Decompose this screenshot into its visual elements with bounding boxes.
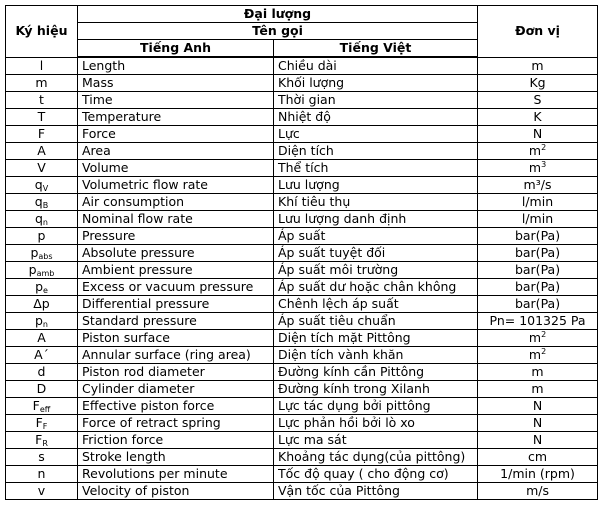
cell-vietnamese: Áp suất dư hoặc chân không <box>274 279 478 296</box>
cell-unit: m <box>478 381 598 398</box>
table-row <box>6 177 598 194</box>
table-row <box>6 75 598 92</box>
cell-vietnamese: Vận tốc của Pittông <box>274 483 478 500</box>
cell-symbol: $p_{amb}$ <box>6 262 78 279</box>
cell-english: Mass <box>78 75 274 92</box>
cell-vietnamese: Đường kính trong Xilanh <box>274 381 478 398</box>
cell-english: Ambient pressure <box>78 262 274 279</box>
table-row <box>6 228 598 245</box>
cell-unit: bar(Pa) <box>478 228 598 245</box>
cell-symbol: T <box>6 109 78 126</box>
table-row <box>6 347 598 364</box>
cell-vietnamese: Lực <box>274 126 478 143</box>
units-table <box>5 5 598 500</box>
cell-english: Piston surface <box>78 330 274 347</box>
table-row <box>6 483 598 500</box>
table-row <box>6 143 598 160</box>
cell-vietnamese: Thời gian <box>274 92 478 109</box>
cell-symbol: d <box>6 364 78 381</box>
cell-unit: m <box>478 57 598 75</box>
cell-vietnamese: Lực phản hồi bởi lò xo <box>274 415 478 432</box>
cell-symbol: $q_B$ <box>6 194 78 211</box>
cell-symbol: p <box>6 228 78 245</box>
table-row <box>6 126 598 143</box>
cell-symbol: n <box>6 466 78 483</box>
cell-english: Cylinder diameter <box>78 381 274 398</box>
table-row <box>6 432 598 449</box>
cell-symbol: A <box>6 143 78 160</box>
cell-english: Force of retract spring <box>78 415 274 432</box>
cell-unit: $m^3$ <box>478 160 598 177</box>
cell-english: Absolute pressure <box>78 245 274 262</box>
cell-vietnamese: Áp suất môi trường <box>274 262 478 279</box>
cell-vietnamese: Lưu lượng <box>274 177 478 194</box>
cell-vietnamese: Áp suất tuyệt đối <box>274 245 478 262</box>
cell-english: Volumetric flow rate <box>78 177 274 194</box>
cell-unit: bar(Pa) <box>478 262 598 279</box>
cell-unit: N <box>478 432 598 449</box>
cell-vietnamese: Thể tích <box>274 160 478 177</box>
table-row <box>6 160 598 177</box>
cell-unit: N <box>478 398 598 415</box>
cell-symbol: A´ <box>6 347 78 364</box>
cell-symbol: $q_V$ <box>6 177 78 194</box>
table-row <box>6 92 598 109</box>
cell-symbol: $p_{abs}$ <box>6 245 78 262</box>
cell-english: Piston rod diameter <box>78 364 274 381</box>
cell-vietnamese: Đường kính cần Pittông <box>274 364 478 381</box>
cell-vietnamese: Nhiệt độ <box>274 109 478 126</box>
cell-unit: l/min <box>478 194 598 211</box>
table-row <box>6 449 598 466</box>
table-row <box>6 57 598 75</box>
cell-vietnamese: Chênh lệch áp suất <box>274 296 478 313</box>
cell-english: Friction force <box>78 432 274 449</box>
cell-vietnamese: Áp suất tiêu chuẩn <box>274 313 478 330</box>
cell-english: Effective piston force <box>78 398 274 415</box>
cell-english: Length <box>78 57 274 75</box>
cell-unit: $m^2$ <box>478 330 598 347</box>
cell-symbol: V <box>6 160 78 177</box>
cell-english: Volume <box>78 160 274 177</box>
cell-unit: $m^2$ <box>478 143 598 160</box>
cell-symbol: $q_n$ <box>6 211 78 228</box>
table-row <box>6 109 598 126</box>
table-row <box>6 262 598 279</box>
cell-english: Standard pressure <box>78 313 274 330</box>
cell-vietnamese: Diện tích <box>274 143 478 160</box>
table-row <box>6 381 598 398</box>
cell-english: Stroke length <box>78 449 274 466</box>
cell-symbol: l <box>6 57 78 75</box>
header-vietnamese: Tiếng Việt <box>274 40 478 58</box>
cell-unit: m³/s <box>478 177 598 194</box>
cell-vietnamese: Khối lượng <box>274 75 478 92</box>
table-row <box>6 466 598 483</box>
cell-symbol: m <box>6 75 78 92</box>
cell-vietnamese: Lực tác dụng bởi pittông <box>274 398 478 415</box>
cell-unit: N <box>478 126 598 143</box>
cell-english: Time <box>78 92 274 109</box>
header-english: Tiếng Anh <box>78 40 274 58</box>
cell-symbol: $p_e$ <box>6 279 78 296</box>
cell-vietnamese: Khoảng tác dụng(của pittông) <box>274 449 478 466</box>
table-row <box>6 398 598 415</box>
cell-unit: m <box>478 364 598 381</box>
cell-vietnamese: Khí tiêu thụ <box>274 194 478 211</box>
table-row <box>6 415 598 432</box>
cell-english: Annular surface (ring area) <box>78 347 274 364</box>
cell-vietnamese: Tốc độ quay ( cho động cơ) <box>274 466 478 483</box>
cell-english: Force <box>78 126 274 143</box>
cell-vietnamese: Áp suất <box>274 228 478 245</box>
cell-unit: l/min <box>478 211 598 228</box>
cell-symbol: s <box>6 449 78 466</box>
cell-unit: Kg <box>478 75 598 92</box>
cell-unit: $m^2$ <box>478 347 598 364</box>
table-row <box>6 313 598 330</box>
cell-symbol: A <box>6 330 78 347</box>
cell-english: Differential pressure <box>78 296 274 313</box>
table-row <box>6 245 598 262</box>
table-row <box>6 194 598 211</box>
table-row <box>6 330 598 347</box>
cell-symbol: $p_n$ <box>6 313 78 330</box>
cell-symbol: $F_{eff}$ <box>6 398 78 415</box>
cell-unit: S <box>478 92 598 109</box>
cell-symbol: $F_F$ <box>6 415 78 432</box>
cell-english: Air consumption <box>78 194 274 211</box>
cell-unit: N <box>478 415 598 432</box>
cell-symbol: v <box>6 483 78 500</box>
header-unit: Đơn vị <box>478 6 598 58</box>
cell-unit: cm <box>478 449 598 466</box>
table-row <box>6 279 598 296</box>
cell-unit: Pn= 101325 Pa <box>478 313 598 330</box>
header-group: Đại lượng <box>78 6 478 23</box>
cell-english: Velocity of piston <box>78 483 274 500</box>
cell-symbol: D <box>6 381 78 398</box>
cell-vietnamese: Lưu lượng danh định <box>274 211 478 228</box>
cell-symbol: $F_R$ <box>6 432 78 449</box>
cell-english: Nominal flow rate <box>78 211 274 228</box>
cell-unit: m/s <box>478 483 598 500</box>
table-row <box>6 211 598 228</box>
cell-vietnamese: Chiều dài <box>274 57 478 75</box>
cell-english: Excess or vacuum pressure <box>78 279 274 296</box>
cell-unit: 1/min (rpm) <box>478 466 598 483</box>
cell-symbol: F <box>6 126 78 143</box>
cell-unit: bar(Pa) <box>478 296 598 313</box>
cell-unit: bar(Pa) <box>478 245 598 262</box>
cell-unit: bar(Pa) <box>478 279 598 296</box>
table-row <box>6 296 598 313</box>
cell-english: Temperature <box>78 109 274 126</box>
cell-vietnamese: Lực ma sát <box>274 432 478 449</box>
header-name: Tên gọi <box>78 23 478 40</box>
cell-english: Area <box>78 143 274 160</box>
header-symbol: Ký hiệu <box>6 6 78 58</box>
table-body <box>6 57 598 500</box>
table-row <box>6 364 598 381</box>
cell-english: Pressure <box>78 228 274 245</box>
cell-vietnamese: Diện tích vành khăn <box>274 347 478 364</box>
cell-symbol: t <box>6 92 78 109</box>
cell-english: Revolutions per minute <box>78 466 274 483</box>
cell-vietnamese: Diện tích mặt Pittông <box>274 330 478 347</box>
cell-unit: K <box>478 109 598 126</box>
cell-symbol: Δp <box>6 296 78 313</box>
